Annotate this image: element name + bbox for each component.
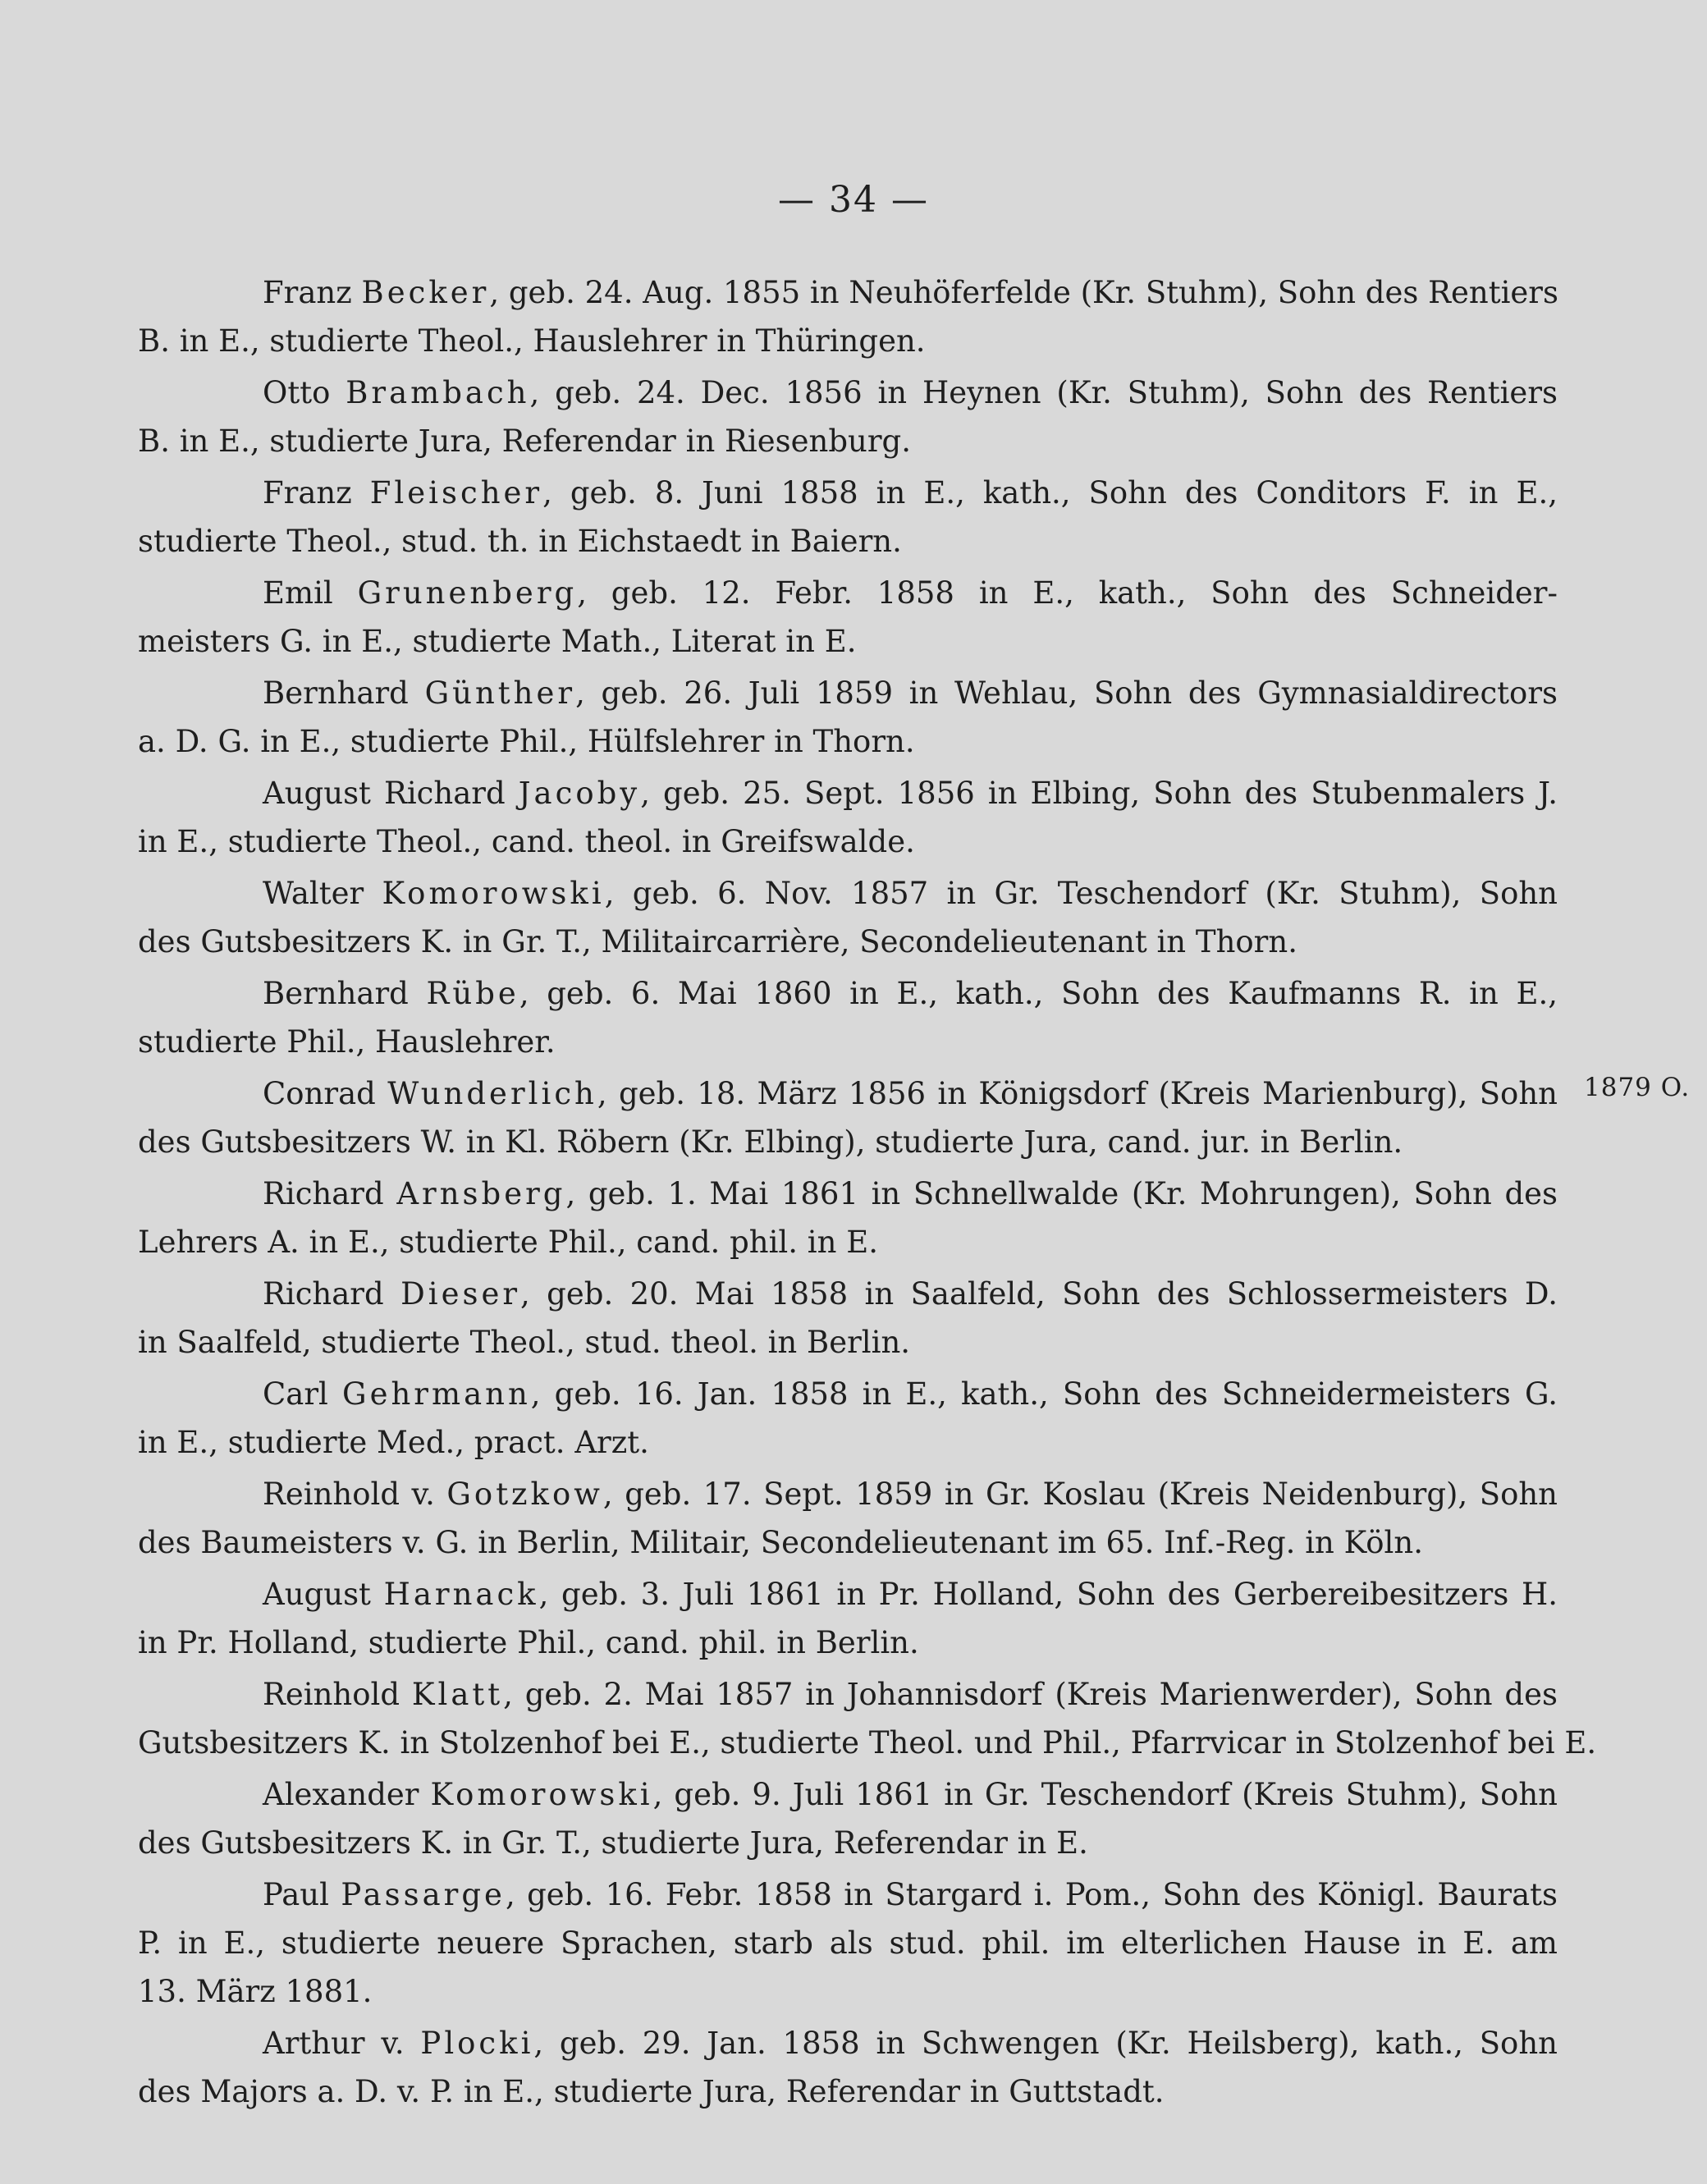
entry-first-line-text bbox=[263, 1470, 1558, 1518]
entry-first-line bbox=[0, 1870, 1707, 1919]
page-number: — 34 — bbox=[778, 179, 929, 221]
entry-details: , geb. 17. Sept. 1859 in Gr. Koslau (Kreis Neidenburg), Sohn bbox=[602, 1477, 1558, 1512]
entry-first-line-text bbox=[263, 769, 1558, 817]
entry-line-text: des Gutsbesitzers K. in Gr. T., Militaircarrière, Secondelieutenant in Thorn. bbox=[138, 924, 1297, 959]
entry-line-text: B. in E., studierte Jura, Referendar in Riesenburg. bbox=[138, 424, 912, 459]
entry-first-line-text bbox=[263, 1770, 1558, 1819]
entry-first-line bbox=[0, 469, 1707, 517]
given-name: Carl bbox=[263, 1376, 328, 1412]
entry-details: , geb. 6. Nov. 1857 in Gr. Teschendorf (Kr. Stuhm), Sohn bbox=[604, 876, 1558, 911]
entry-line-text: in E., studierte Med., pract. Arzt. bbox=[138, 1425, 649, 1460]
entry-first-line bbox=[0, 1670, 1707, 1719]
entry-first-line bbox=[0, 268, 1707, 317]
entry-line-text: in E., studierte Theol., cand. theol. in Greifswalde. bbox=[138, 824, 915, 859]
entry-continuation-line bbox=[0, 1719, 1707, 1767]
biography-entry bbox=[0, 1069, 1707, 1166]
entry-line-text: meisters G. in E., studierte Math., Literat in E. bbox=[138, 624, 857, 659]
entry-continuation-line bbox=[0, 617, 1707, 666]
entry-first-line-text bbox=[263, 369, 1558, 417]
given-name: Alexander bbox=[263, 1777, 419, 1812]
entry-details: , geb. 18. März 1856 in Königsdorf (Kreis Marienburg), Sohn bbox=[597, 1076, 1558, 1111]
biography-entry bbox=[0, 1670, 1707, 1767]
entry-details: , geb. 8. Juni 1858 in E., kath., Sohn des Conditors F. in E., bbox=[542, 475, 1558, 511]
entry-line-text: B. in E., studierte Theol., Hauslehrer in Thüringen. bbox=[138, 323, 926, 359]
entry-first-line-text bbox=[263, 969, 1558, 1018]
biography-entry bbox=[0, 1370, 1707, 1467]
entry-details: , geb. 3. Juli 1861 in Pr. Holland, Sohn des Gerbereibesitzers H. bbox=[538, 1577, 1558, 1612]
entry-line-text: des Majors a. D. v. P. in E., studierte Jura, Referendar in Guttstadt. bbox=[138, 2074, 1165, 2109]
given-name: Emil bbox=[263, 575, 333, 611]
entry-first-line bbox=[0, 869, 1707, 918]
entry-first-line-text bbox=[263, 2019, 1558, 2067]
entry-continuation-line bbox=[0, 2067, 1707, 2116]
given-name: August bbox=[263, 1577, 371, 1612]
biography-entry bbox=[0, 769, 1707, 866]
entry-line-text: studierte Phil., Hauslehrer. bbox=[138, 1024, 556, 1060]
entry-list bbox=[0, 268, 1707, 2119]
entry-first-line-text bbox=[263, 669, 1558, 717]
biography-entry bbox=[0, 1270, 1707, 1367]
margin-note-year: 1879 O. bbox=[1584, 1073, 1691, 1102]
given-name: Franz bbox=[263, 475, 352, 511]
entry-line-text: 13. März 1881. bbox=[138, 1974, 373, 2009]
surname: Gehrmann bbox=[342, 1376, 531, 1412]
entry-continuation-line bbox=[0, 918, 1707, 966]
given-name: Richard bbox=[263, 1176, 384, 1211]
biography-entry bbox=[0, 569, 1707, 666]
entry-line-text: des Gutsbesitzers W. in Kl. Röbern (Kr. Elbing), studierte Jura, cand. jur. in Berlin. bbox=[138, 1124, 1403, 1160]
entry-first-line-text bbox=[263, 469, 1558, 517]
entry-details: , geb. 20. Mai 1858 in Saalfeld, Sohn des Schlossermeisters D. bbox=[520, 1276, 1558, 1312]
biography-entry bbox=[0, 1170, 1707, 1266]
entry-details: , geb. 16. Febr. 1858 in Stargard i. Pom., Sohn des Königl. Baurats bbox=[505, 1877, 1558, 1912]
entry-details: , geb. 6. Mai 1860 in E., kath., Sohn des Kaufmanns R. in E., bbox=[519, 976, 1558, 1011]
entry-first-line bbox=[0, 569, 1707, 617]
entry-continuation-line bbox=[0, 717, 1707, 766]
entry-line-text: a. D. G. in E., studierte Phil., Hülfslehrer in Thorn. bbox=[138, 724, 915, 759]
given-name: Reinhold v. bbox=[263, 1477, 435, 1512]
surname: Becker bbox=[361, 275, 490, 310]
entry-first-line-text bbox=[263, 1069, 1558, 1118]
surname: Passarge bbox=[341, 1877, 506, 1912]
biography-entry bbox=[0, 1470, 1707, 1567]
entry-first-line bbox=[0, 1470, 1707, 1518]
biography-entry bbox=[0, 1870, 1707, 2016]
entry-first-line-text bbox=[263, 1870, 1558, 1919]
surname: Jacoby bbox=[518, 776, 641, 811]
entry-line-text: des Gutsbesitzers K. in Gr. T., studierte Jura, Referendar in E. bbox=[138, 1825, 1088, 1861]
entry-details: , geb. 25. Sept. 1856 in Elbing, Sohn des Stubenmalers J. bbox=[640, 776, 1558, 811]
surname: Fleischer bbox=[369, 475, 543, 511]
entry-continuation-line bbox=[0, 1018, 1707, 1066]
entry-first-line bbox=[0, 1770, 1707, 1819]
biography-entry bbox=[0, 2019, 1707, 2116]
surname: Harnack bbox=[383, 1577, 539, 1612]
entry-first-line bbox=[0, 1570, 1707, 1619]
surname: Grunenberg bbox=[357, 575, 578, 611]
entry-details: , geb. 24. Dec. 1856 in Heynen (Kr. Stuhm), Sohn des Rentiers bbox=[529, 375, 1558, 410]
entry-first-line bbox=[0, 1370, 1707, 1418]
biography-entry bbox=[0, 1770, 1707, 1867]
entry-first-line-text bbox=[263, 869, 1558, 918]
entry-details: , geb. 16. Jan. 1858 in E., kath., Sohn des Schneidermeisters G. bbox=[530, 1376, 1558, 1412]
given-name: August Richard bbox=[263, 776, 506, 811]
surname: Dieser bbox=[400, 1276, 521, 1312]
entry-continuation-line bbox=[0, 817, 1707, 866]
surname: Plocki bbox=[420, 2026, 534, 2061]
given-name: Richard bbox=[263, 1276, 384, 1312]
entry-details: , geb. 24. Aug. 1855 in Neuhöferfelde (Kr. Stuhm), Sohn des Rentiers bbox=[489, 275, 1558, 310]
surname: Brambach bbox=[346, 375, 530, 410]
entry-first-line-text bbox=[263, 1270, 1558, 1318]
entry-details: , geb. 1. Mai 1861 in Schnellwalde (Kr. Mohrungen), Sohn des bbox=[565, 1176, 1558, 1211]
entry-details: , geb. 9. Juli 1861 in Gr. Teschendorf (Kreis Stuhm), Sohn bbox=[652, 1777, 1558, 1812]
entry-continuation-line bbox=[0, 1967, 1707, 2016]
entry-details: , geb. 29. Jan. 1858 in Schwengen (Kr. Heilsberg), kath., Sohn bbox=[533, 2026, 1558, 2061]
entry-line-text: studierte Theol., stud. th. in Eichstaedt in Baiern. bbox=[138, 524, 902, 559]
entry-first-line bbox=[0, 1270, 1707, 1318]
entry-line-text: Gutsbesitzers K. in Stolzenhof bei E., studierte Theol. und Phil., Pfarrvicar in Stolzenhof bei E. bbox=[138, 1725, 1597, 1760]
biography-entry bbox=[0, 869, 1707, 966]
entry-line-text: Lehrers A. in E., studierte Phil., cand. phil. in E. bbox=[138, 1225, 878, 1260]
biography-entry bbox=[0, 969, 1707, 1066]
entry-continuation-line bbox=[0, 1518, 1707, 1567]
entry-first-line-text bbox=[263, 1370, 1558, 1418]
entry-first-line-text bbox=[263, 1170, 1558, 1218]
entry-continuation-line bbox=[0, 1318, 1707, 1367]
entry-line-text: P. in E., studierte neuere Sprachen, starb als stud. phil. im elterlichen Hause in E. am bbox=[138, 1925, 1558, 1961]
entry-first-line bbox=[0, 769, 1707, 817]
entry-line-text: in Pr. Holland, studierte Phil., cand. phil. in Berlin. bbox=[138, 1625, 919, 1660]
entry-continuation-line bbox=[0, 1118, 1707, 1166]
entry-first-line-text bbox=[263, 1570, 1558, 1619]
entry-first-line bbox=[0, 1069, 1707, 1118]
surname: Wunderlich bbox=[387, 1076, 597, 1111]
biography-entry bbox=[0, 268, 1707, 365]
entry-continuation-line bbox=[0, 517, 1707, 565]
entry-first-line bbox=[0, 2019, 1707, 2067]
surname: Klatt bbox=[411, 1677, 504, 1712]
biography-entry bbox=[0, 369, 1707, 465]
given-name: Bernhard bbox=[263, 976, 409, 1011]
given-name: Arthur v. bbox=[263, 2026, 405, 2061]
surname: Gotzkow bbox=[446, 1477, 603, 1512]
entry-first-line-text bbox=[263, 268, 1558, 317]
entry-details: , geb. 2. Mai 1857 in Johannisdorf (Kreis Marienwerder), Sohn des bbox=[503, 1677, 1558, 1712]
entry-details: , geb. 12. Febr. 1858 in E., kath., Sohn des Schneider- bbox=[577, 575, 1558, 611]
surname: Günther bbox=[424, 675, 576, 711]
entry-continuation-line bbox=[0, 1619, 1707, 1667]
entry-first-line bbox=[0, 369, 1707, 417]
surname: Komorowski bbox=[382, 876, 605, 911]
entry-first-line bbox=[0, 969, 1707, 1018]
entry-continuation-line bbox=[0, 1819, 1707, 1867]
surname: Rübe bbox=[426, 976, 519, 1011]
entry-first-line bbox=[0, 1170, 1707, 1218]
entry-continuation-line bbox=[0, 1418, 1707, 1467]
given-name: Paul bbox=[263, 1877, 329, 1912]
entry-details: , geb. 26. Juli 1859 in Wehlau, Sohn des Gymnasialdirectors bbox=[575, 675, 1558, 711]
entry-first-line-text bbox=[263, 569, 1558, 617]
entry-line-text: des Baumeisters v. G. in Berlin, Militair, Secondelieutenant im 65. Inf.-Reg. in Köln. bbox=[138, 1525, 1423, 1560]
entry-line-text: in Saalfeld, studierte Theol., stud. theol. in Berlin. bbox=[138, 1325, 911, 1360]
surname: Arnsberg bbox=[396, 1176, 566, 1211]
entry-first-line-text bbox=[263, 1670, 1558, 1719]
given-name: Otto bbox=[263, 375, 331, 410]
entry-continuation-line bbox=[0, 417, 1707, 465]
biography-entry bbox=[0, 469, 1707, 565]
entry-continuation-line bbox=[0, 1218, 1707, 1266]
entry-continuation-line bbox=[0, 317, 1707, 365]
given-name: Franz bbox=[263, 275, 352, 310]
surname: Komorowski bbox=[430, 1777, 653, 1812]
given-name: Reinhold bbox=[263, 1677, 400, 1712]
given-name: Walter bbox=[263, 876, 364, 911]
entry-first-line bbox=[0, 669, 1707, 717]
given-name: Conrad bbox=[263, 1076, 376, 1111]
biography-entry bbox=[0, 1570, 1707, 1667]
biography-entry bbox=[0, 669, 1707, 766]
given-name: Bernhard bbox=[263, 675, 409, 711]
entry-continuation-line bbox=[0, 1919, 1707, 1967]
